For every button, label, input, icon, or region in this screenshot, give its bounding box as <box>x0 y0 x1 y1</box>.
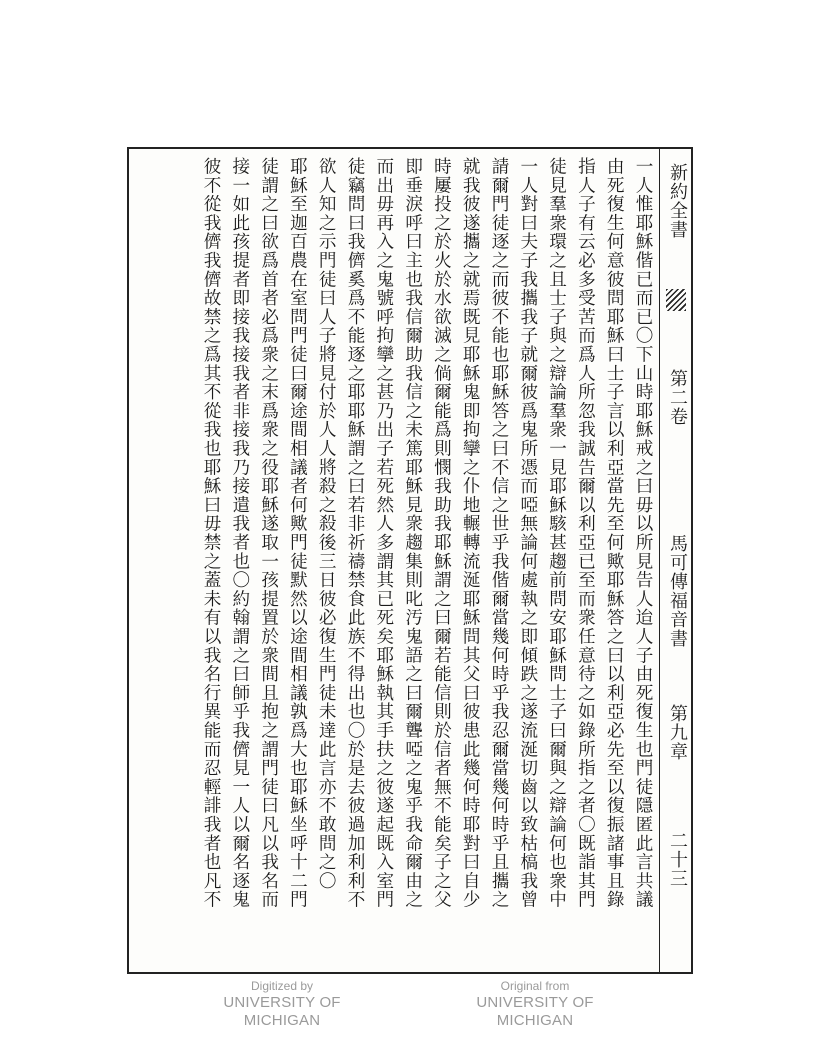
scripture-text <box>137 157 657 967</box>
text-column: 指人子有云必多受苦而爲人所忽我誠告爾以利亞已至而衆任意待之如錄所指之者〇既詣其門 <box>575 157 596 909</box>
chapter-label: 第九章 <box>667 704 688 761</box>
digitized-by-label: Digitized by <box>250 979 314 993</box>
original-from-credit <box>445 978 625 1030</box>
volume-label: 第二卷 <box>667 369 688 426</box>
text-column: 而出毋再入之鬼號呼拘攣之甚乃出子若死然人多謂其已死矣耶穌執其手扶之彼遂起既入室門 <box>373 157 394 909</box>
text-column: 彼不從我儕我儕故禁之爲其不從我也耶穌曰毋禁之蓋未有以我名行異能而忍輕誹我者也凡不 <box>201 157 222 909</box>
text-column: 接一如此孩提者即接我接我者非接我乃接遣我者也〇約翰謂之曰師乎我儕見一人以爾名逐鬼 <box>229 157 250 909</box>
text-column: 徒竊問曰我儕奚爲不能逐之耶耶穌謂之曰若非祈禱禁食此族不得出也〇於是去彼過加利利不 <box>345 157 366 909</box>
fold-ornament-icon <box>666 289 686 311</box>
text-column: 一人惟耶穌偕已而已〇下山時耶穌戒之曰毋以所見告人迨人子由死復生也門徒隱匿此言共議 <box>633 157 653 909</box>
text-column: 就我彼遂攜之就焉既見耶穌鬼即拘攣之仆地輾轉流涎耶穌問其父曰彼患此幾何時耶對曰自少 <box>460 157 481 909</box>
text-column: 欲人知之示門徒曰人子將見付於人人將殺之殺後三日彼必復生門徒未達此言亦不敢問之〇 <box>316 157 337 891</box>
text-column: 請爾門徒逐之而彼不能也耶穌答之曰不信之世乎我偕爾當幾何時乎我忍爾當幾何時乎且攜之 <box>489 157 510 909</box>
source-institution: UNIVERSITY OF MICHIGAN <box>476 994 594 1029</box>
text-column: 徒見羣衆環之且士子與之辯論羣衆一見耶穌駭甚趨前問安耶穌問士子曰爾與之辯論何也衆中 <box>546 157 567 909</box>
text-column: 徒謂之曰欲爲首者必爲衆之末爲衆之役耶穌遂取一孩提置於衆間且抱之謂門徒曰凡以我名而 <box>258 157 279 909</box>
text-column: 耶穌至迦百農在室問門徒曰爾途間相議者何歟門徒默然以途間相議孰爲大也耶穌坐呼十二門 <box>287 157 308 909</box>
original-from-label: Original from <box>500 979 570 993</box>
text-column: 時屢投之於火於水欲滅之倘爾能爲則憫我助我耶穌謂之曰爾若能信則於信者無不能矣子之父 <box>431 157 452 909</box>
printed-page-frame <box>127 147 693 974</box>
text-column: 由死復生何意彼問耶穌曰士子言以利亞當先至何歟耶穌答之曰以利亞必先至以復振諸事且錄 <box>604 157 625 909</box>
text-column: 即垂淚呼曰主也我信爾助我信之未篤耶穌見衆趨集則叱汚鬼語之曰爾聾啞之鬼乎我命爾由之 <box>402 157 423 909</box>
text-column: 一人對曰夫子我攜我子就爾彼爲鬼所憑而啞無論何處執之即傾跌之遂流涎切齒以致枯槁我曾 <box>517 157 538 909</box>
book-title: 新約全書 <box>667 163 688 239</box>
digitizer-institution: UNIVERSITY OF MICHIGAN <box>223 994 341 1029</box>
gospel-title: 馬可傳福音書 <box>667 534 688 648</box>
page-number: 二十三 <box>667 831 688 888</box>
running-header <box>659 149 691 972</box>
digitized-by-credit <box>193 978 371 1030</box>
